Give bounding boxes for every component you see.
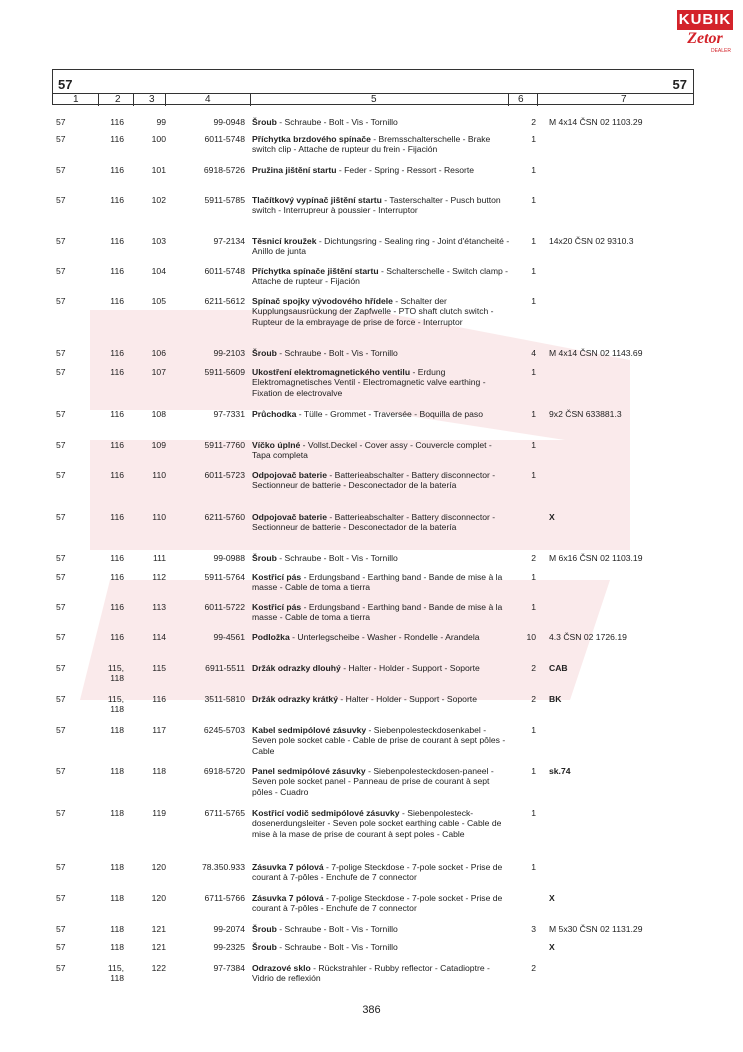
cell-col2: 118 xyxy=(110,893,124,903)
cell-quantity: 1 xyxy=(531,296,536,306)
logo-middle-text: Zetor xyxy=(687,30,723,47)
cell-description xyxy=(252,440,510,461)
cell-part-number: 6011-5748 xyxy=(204,134,245,144)
column-header-3: 3 xyxy=(149,94,155,105)
cell-col3: 120 xyxy=(151,893,166,903)
cell-note: 4.3 ČSN 02 1726.19 xyxy=(549,632,627,642)
cell-note: M 5x30 ČSN 02 1131.29 xyxy=(549,924,643,934)
cell-description xyxy=(252,470,510,491)
cell-col1: 57 xyxy=(56,572,66,582)
part-name: Pružina jištění startu xyxy=(252,165,337,175)
cell-part-number: 6711-5765 xyxy=(204,808,245,818)
cell-col3: 109 xyxy=(151,440,166,450)
cell-col3: 121 xyxy=(151,924,166,934)
cell-col2: 116 xyxy=(110,470,124,480)
cell-col3: 100 xyxy=(151,134,166,144)
column-header-4: 4 xyxy=(205,94,211,105)
cell-col2: 115, 118 xyxy=(107,694,124,715)
cell-col2: 116 xyxy=(110,553,124,563)
part-name: Příchytka brzdového spínače xyxy=(252,134,371,144)
part-name: Šroub xyxy=(252,924,277,934)
cell-col3: 117 xyxy=(152,725,166,735)
part-translations: - Batterieabschalter - Battery disconnector - Sectionneur de batterie - Desconectador de la batería xyxy=(252,470,496,491)
cell-col1: 57 xyxy=(56,602,66,612)
cell-col3: 112 xyxy=(152,572,166,582)
part-name: Držák odrazky krátký xyxy=(252,694,338,704)
part-translations: - Dichtungsring - Sealing ring - Joint d'étancheité - Anillo de junta xyxy=(252,236,510,257)
part-translations: - 7-polige Steckdose - 7-pole socket - Prise de courant à 7-pôles - Enchufe de 7 connector xyxy=(252,862,503,883)
cell-description xyxy=(252,553,510,563)
part-name: Zásuvka 7 pólová xyxy=(252,862,324,872)
column-header-2: 2 xyxy=(115,94,121,105)
cell-col1: 57 xyxy=(56,409,66,419)
column-header-row xyxy=(53,93,693,106)
cell-col2: 115, 118 xyxy=(107,663,124,684)
cell-quantity: 1 xyxy=(531,266,536,276)
cell-part-number: 6918-5726 xyxy=(203,165,245,175)
kubik-zetor-logo xyxy=(677,10,733,60)
cell-col3: 106 xyxy=(151,348,166,358)
cell-col3: 120 xyxy=(151,862,166,872)
part-name: Podložka xyxy=(252,632,290,642)
cell-description xyxy=(252,694,510,704)
part-translations: - Halter - Holder - Support - Soporte xyxy=(340,663,480,673)
cell-col1: 57 xyxy=(56,808,66,818)
cell-col3: 115 xyxy=(152,663,166,673)
cell-note: BK xyxy=(549,694,562,704)
watermark-logo xyxy=(70,300,630,720)
part-translations: - Feder - Spring - Ressort - Resorte xyxy=(336,165,475,175)
cell-col2: 116 xyxy=(110,165,124,175)
cell-col3: 114 xyxy=(152,632,166,642)
part-name: Šroub xyxy=(252,942,277,952)
part-translations: - Schraube - Bolt - Vis - Tornillo xyxy=(276,117,398,127)
cell-quantity: 1 xyxy=(531,195,536,205)
cell-col1: 57 xyxy=(56,367,66,377)
cell-quantity: 1 xyxy=(531,367,536,377)
cell-col2: 118 xyxy=(110,808,124,818)
cell-col1: 57 xyxy=(56,893,66,903)
part-name: Příchytka spínače jištění startu xyxy=(252,266,379,276)
cell-description xyxy=(252,572,510,593)
part-translations: - Schraube - Bolt - Vis - Tornillo xyxy=(276,924,398,934)
part-translations: - Bremsschalterschelle - Brake switch clip - Attache de rupteur du frein - Fijación xyxy=(252,134,491,155)
cell-col2: 116 xyxy=(110,367,124,377)
part-translations: - Tülle - Grommet - Traversée - Boquilla de paso xyxy=(296,409,484,419)
cell-col3: 122 xyxy=(151,963,166,973)
part-name: Kabel sedmipólové zásuvky xyxy=(252,725,367,735)
cell-col2: 118 xyxy=(110,766,124,776)
cell-part-number: 99-4561 xyxy=(213,632,245,642)
part-name: Panel sedmipólové zásuvky xyxy=(252,766,366,776)
cell-col3: 113 xyxy=(152,602,166,612)
cell-part-number: 99-2074 xyxy=(213,924,245,934)
cell-col1: 57 xyxy=(56,862,66,872)
part-name: Šroub xyxy=(252,117,277,127)
part-translations: - Erdung Elektromagnetisches Ventil - Electromagnetic valve earthing - Fixation de electrovalve xyxy=(252,367,486,398)
cell-quantity: 1 xyxy=(531,766,536,776)
cell-note: CAB xyxy=(549,663,568,673)
cell-quantity: 1 xyxy=(531,808,536,818)
cell-quantity: 1 xyxy=(531,470,536,480)
cell-col3: 104 xyxy=(151,266,166,276)
part-translations: - Vollst.Deckel - Cover assy - Couvercle complet - Tapa completa xyxy=(252,440,492,461)
cell-col3: 101 xyxy=(151,165,166,175)
page-number: 386 xyxy=(362,1004,381,1016)
cell-col1: 57 xyxy=(56,632,66,642)
cell-col3: 99 xyxy=(156,117,166,127)
part-name: Odrazové sklo xyxy=(252,963,311,973)
cell-part-number: 6011-5722 xyxy=(204,602,245,612)
cell-part-number: 99-0988 xyxy=(213,553,245,563)
cell-part-number: 5911-5785 xyxy=(204,195,245,205)
part-translations: - 7-polige Steckdose - 7-pole socket - Prise de courant à 7-pôles - Enchufe de 7 connector xyxy=(252,893,503,914)
cell-col1: 57 xyxy=(56,942,66,952)
part-translations: - Siebenpolesteckdosenkabel - Seven pole socket cable - Cable de prise de courant à sept pôles - Cable xyxy=(252,725,506,756)
cell-description xyxy=(252,236,510,257)
cell-note: 14x20 ČSN 02 9310.3 xyxy=(549,236,634,246)
cell-col3: 111 xyxy=(152,553,166,563)
part-translations: - Schraube - Bolt - Vis - Tornillo xyxy=(276,553,398,563)
logo-top-text: KUBIK xyxy=(678,11,732,28)
cell-col1: 57 xyxy=(56,470,66,480)
part-translations: - Erdungsband - Earthing band - Bande de mise à la masse - Cable de toma a tierra xyxy=(252,602,503,623)
section-number-left: 57 xyxy=(58,77,73,92)
cell-quantity: 1 xyxy=(531,725,536,735)
cell-col1: 57 xyxy=(56,195,66,205)
cell-description xyxy=(252,924,510,934)
cell-col3: 110 xyxy=(152,512,166,522)
cell-col2: 116 xyxy=(110,512,124,522)
part-name: Zásuvka 7 pólová xyxy=(252,893,324,903)
cell-note: sk.74 xyxy=(549,766,571,776)
cell-description xyxy=(252,117,510,127)
cell-note: M 4x14 ČSN 02 1103.29 xyxy=(549,117,643,127)
part-translations: - Schalterschelle - Switch clamp - Attache de rupteur - Fijación xyxy=(252,266,509,287)
cell-col3: 118 xyxy=(152,766,166,776)
part-name: Kostřicí pás xyxy=(252,602,302,612)
cell-col1: 57 xyxy=(56,266,66,276)
cell-part-number: 6011-5748 xyxy=(204,266,245,276)
part-name: Odpojovač baterie xyxy=(252,470,327,480)
cell-description xyxy=(252,409,510,419)
cell-col3: 119 xyxy=(152,808,166,818)
cell-description xyxy=(252,893,510,914)
cell-quantity: 1 xyxy=(531,236,536,246)
cell-col2: 116 xyxy=(110,236,124,246)
column-header-6: 6 xyxy=(518,94,524,105)
cell-col1: 57 xyxy=(56,236,66,246)
cell-quantity: 2 xyxy=(531,963,536,973)
cell-col1: 57 xyxy=(56,440,66,450)
column-header-5: 5 xyxy=(371,94,377,105)
cell-quantity: 2 xyxy=(531,117,536,127)
cell-col1: 57 xyxy=(56,165,66,175)
part-name: Ukostření elektromagnetického ventilu xyxy=(252,367,411,377)
cell-description xyxy=(252,862,510,883)
part-translations: - Schraube - Bolt - Vis - Tornillo xyxy=(276,942,398,952)
cell-description xyxy=(252,348,510,358)
cell-part-number: 6011-5723 xyxy=(204,470,245,480)
cell-note: M 4x14 ČSN 02 1143.69 xyxy=(549,348,643,358)
cell-note: 9x2 ČSN 633881.3 xyxy=(549,409,622,419)
part-translations: - Siebenpolesteck-dosenerdungsleiter - Seven pole socket earthing cable - Cable de mise à la mase de prise de courant à sept poles - Cable xyxy=(252,808,502,839)
part-translations: - Tasterschalter - Pusch button switch - Interrupreur à poussier - Interruptor xyxy=(252,195,501,216)
column-header-7: 7 xyxy=(621,94,627,105)
column-header-1: 1 xyxy=(73,94,79,105)
cell-description xyxy=(252,165,510,175)
cell-description xyxy=(252,663,510,673)
cell-quantity: 3 xyxy=(531,924,536,934)
cell-col1: 57 xyxy=(56,348,66,358)
cell-col1: 57 xyxy=(56,766,66,776)
cell-part-number: 6211-5760 xyxy=(204,512,245,522)
cell-description xyxy=(252,195,510,216)
cell-col2: 116 xyxy=(110,348,124,358)
cell-quantity: 1 xyxy=(531,440,536,450)
cell-description xyxy=(252,512,510,533)
cell-col1: 57 xyxy=(56,663,66,673)
cell-col2: 116 xyxy=(110,266,124,276)
cell-col2: 115, 118 xyxy=(107,963,124,984)
cell-description xyxy=(252,266,510,287)
cell-part-number: 5911-5609 xyxy=(204,367,245,377)
cell-part-number: 99-2103 xyxy=(213,348,245,358)
logo-sub-text: DEALER xyxy=(710,48,731,54)
part-name: Šroub xyxy=(252,348,277,358)
cell-quantity: 1 xyxy=(531,602,536,612)
cell-quantity: 10 xyxy=(526,632,536,642)
cell-col2: 116 xyxy=(110,117,124,127)
cell-col3: 103 xyxy=(151,236,166,246)
cell-quantity: 1 xyxy=(531,572,536,582)
cell-col3: 107 xyxy=(151,367,166,377)
part-translations: - Siebenpolesteckdosen-paneel - Seven pole socket panel - Panneau de prise de courant à sept pôles - Cuadro xyxy=(252,766,494,797)
cell-part-number: 6918-5720 xyxy=(203,766,245,776)
cell-col1: 57 xyxy=(56,512,66,522)
cell-col2: 118 xyxy=(110,924,124,934)
cell-part-number: 5911-7760 xyxy=(204,440,245,450)
cell-col2: 116 xyxy=(110,195,124,205)
cell-part-number: 99-2325 xyxy=(213,942,245,952)
cell-col1: 57 xyxy=(56,553,66,563)
cell-col3: 108 xyxy=(151,409,166,419)
part-translations: - Rückstrahler - Rubby reflector - Catadioptre - Vidrio de reflexión xyxy=(252,963,490,984)
part-name: Šroub xyxy=(252,553,277,563)
part-name: Víčko úplné xyxy=(252,440,301,450)
cell-part-number: 6245-5703 xyxy=(203,725,245,735)
cell-col2: 118 xyxy=(110,725,124,735)
cell-col2: 116 xyxy=(110,409,124,419)
cell-col2: 118 xyxy=(110,942,124,952)
cell-quantity: 1 xyxy=(531,134,536,144)
cell-part-number: 5911-5764 xyxy=(204,572,245,582)
cell-description xyxy=(252,725,510,756)
cell-note: X xyxy=(549,512,555,522)
cell-quantity: 2 xyxy=(531,553,536,563)
cell-col1: 57 xyxy=(56,725,66,735)
cell-part-number: 78.350.933 xyxy=(201,862,245,872)
cell-description xyxy=(252,632,510,642)
cell-col2: 116 xyxy=(110,572,124,582)
cell-description xyxy=(252,808,510,839)
cell-part-number: 6911-5511 xyxy=(205,663,245,673)
cell-note: X xyxy=(549,942,555,952)
cell-description xyxy=(252,766,510,797)
cell-col3: 102 xyxy=(151,195,166,205)
cell-note: X xyxy=(549,893,555,903)
cell-col2: 116 xyxy=(110,632,124,642)
cell-col1: 57 xyxy=(56,134,66,144)
table-header-frame xyxy=(52,69,694,105)
cell-part-number: 99-0948 xyxy=(213,117,245,127)
cell-part-number: 97-2134 xyxy=(213,236,245,246)
part-translations: - Unterlegscheibe - Washer - Rondelle - Arandela xyxy=(289,632,480,642)
part-name: Průchodka xyxy=(252,409,297,419)
cell-quantity: 1 xyxy=(531,165,536,175)
part-translations: - Batterieabschalter - Battery disconnector - Sectionneur de batterie - Desconectador de la batería xyxy=(252,512,496,533)
part-translations: - Erdungsband - Earthing band - Bande de mise à la masse - Cable de toma a tierra xyxy=(252,572,503,593)
cell-col3: 105 xyxy=(151,296,166,306)
cell-part-number: 97-7331 xyxy=(213,409,245,419)
cell-col2: 116 xyxy=(110,134,124,144)
cell-description xyxy=(252,367,510,398)
cell-part-number: 6711-5766 xyxy=(204,893,245,903)
part-translations: - Schraube - Bolt - Vis - Tornillo xyxy=(276,348,398,358)
part-name: Kostřicí vodič sedmipólové zásuvky xyxy=(252,808,400,818)
cell-description xyxy=(252,296,510,327)
part-name: Kostřicí pás xyxy=(252,572,302,582)
cell-description xyxy=(252,134,510,155)
cell-col1: 57 xyxy=(56,963,66,973)
part-translations: - Halter - Holder - Support - Soporte xyxy=(337,694,477,704)
cell-col3: 116 xyxy=(152,694,166,704)
cell-description xyxy=(252,963,510,984)
section-number-right: 57 xyxy=(672,77,687,92)
cell-col1: 57 xyxy=(56,924,66,934)
cell-quantity: 1 xyxy=(531,409,536,419)
cell-quantity: 2 xyxy=(531,694,536,704)
cell-col2: 116 xyxy=(110,602,124,612)
cell-col1: 57 xyxy=(56,117,66,127)
part-name: Držák odrazky dlouhý xyxy=(252,663,341,673)
cell-description xyxy=(252,942,510,952)
cell-description xyxy=(252,602,510,623)
cell-quantity: 2 xyxy=(531,663,536,673)
cell-col1: 57 xyxy=(56,296,66,306)
part-name: Odpojovač baterie xyxy=(252,512,327,522)
part-name: Spínač spojky vývodového hřídele xyxy=(252,296,393,306)
cell-quantity: 1 xyxy=(531,862,536,872)
part-translations: - Schalter der Kupplungsausrückung der Zapfwelle - PTO shaft clutch switch - Rupteur de la embrayage de prise de force - Interruptor xyxy=(252,296,494,327)
cell-col3: 110 xyxy=(152,470,166,480)
cell-col2: 118 xyxy=(110,862,124,872)
cell-part-number: 6211-5612 xyxy=(204,296,245,306)
part-name: Těsnicí kroužek xyxy=(252,236,317,246)
cell-col2: 116 xyxy=(110,296,124,306)
cell-quantity: 4 xyxy=(531,348,536,358)
cell-note: M 6x16 ČSN 02 1103.19 xyxy=(549,553,643,563)
cell-col2: 116 xyxy=(110,440,124,450)
cell-part-number: 3511-5810 xyxy=(204,694,245,704)
part-name: Tlačítkový vypínač jištění startu xyxy=(252,195,382,205)
cell-col1: 57 xyxy=(56,694,66,704)
cell-col3: 121 xyxy=(151,942,166,952)
cell-part-number: 97-7384 xyxy=(213,963,245,973)
